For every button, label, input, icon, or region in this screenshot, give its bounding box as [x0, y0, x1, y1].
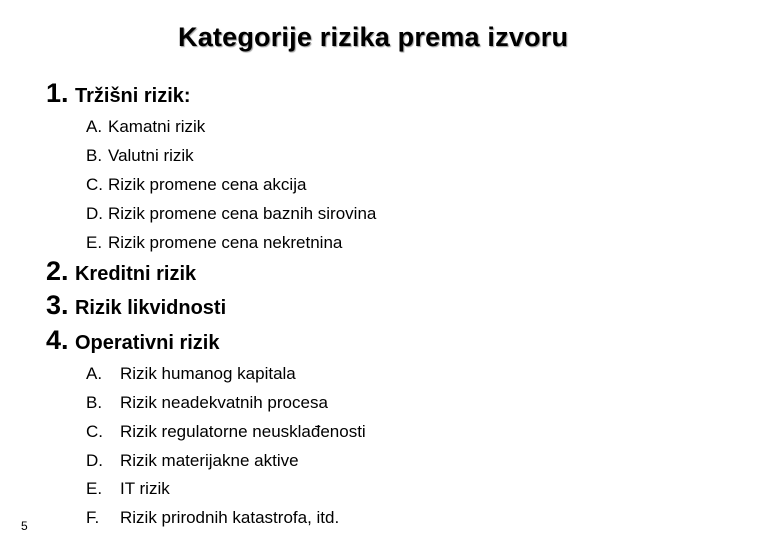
category-number: 4.	[46, 325, 69, 355]
sub-item-letter: B.	[86, 393, 103, 412]
sub-item	[86, 479, 170, 499]
sub-item-text: Rizik neadekvatnih procesa	[120, 393, 328, 412]
sub-item-letter: A.	[86, 364, 103, 383]
category-label: Operativni rizik	[74, 332, 220, 354]
sub-item	[86, 508, 339, 528]
sub-item	[86, 204, 376, 224]
sub-item	[86, 117, 205, 137]
category-number: 2.	[46, 256, 69, 286]
sub-item-text: Rizik promene cena akcija	[108, 175, 307, 194]
sub-item-letter: E.	[86, 233, 103, 252]
sub-item-text: Rizik prirodnih katastrofa, itd.	[120, 508, 340, 527]
sub-item-text: Rizik materijakne aktive	[120, 451, 299, 470]
category-item	[46, 256, 196, 287]
sub-item-letter: B.	[86, 146, 103, 165]
sub-item	[86, 233, 342, 253]
category-item	[46, 325, 219, 356]
sub-item	[86, 451, 299, 471]
sub-item	[86, 175, 306, 195]
sub-item-letter: D.	[86, 451, 103, 470]
sub-item-text: Rizik promene cena baznih sirovina	[108, 204, 377, 223]
category-label: Rizik likvidnosti	[74, 297, 227, 319]
sub-item-letter: C.	[86, 175, 103, 194]
category-number: 3.	[46, 290, 69, 320]
sub-item-text: Kamatni rizik	[108, 117, 206, 136]
slide-title: Kategorije rizika prema izvoru	[178, 22, 569, 52]
sub-item-letter: A.	[86, 117, 103, 136]
category-label: Kreditni rizik	[74, 263, 197, 285]
sub-item	[86, 364, 296, 384]
sub-item	[86, 146, 194, 166]
sub-item	[86, 393, 328, 413]
category-item	[46, 290, 226, 321]
sub-item-letter: D.	[86, 204, 103, 223]
sub-item-text: Rizik promene cena nekretnina	[108, 233, 343, 252]
page-number: 5	[21, 519, 28, 533]
sub-item-text: Rizik regulatorne neusklađenosti	[120, 422, 366, 441]
sub-item-letter: F.	[86, 508, 100, 527]
sub-item-text: IT rizik	[120, 479, 170, 498]
category-item	[46, 78, 191, 109]
sub-item-letter: E.	[86, 479, 103, 498]
category-number: 1.	[46, 78, 69, 108]
category-label: Tržišni rizik:	[74, 85, 191, 107]
sub-item-text: Valutni rizik	[108, 146, 194, 165]
sub-item-text: Rizik humanog kapitala	[120, 364, 296, 383]
sub-item	[86, 422, 366, 442]
sub-item-letter: C.	[86, 422, 103, 441]
